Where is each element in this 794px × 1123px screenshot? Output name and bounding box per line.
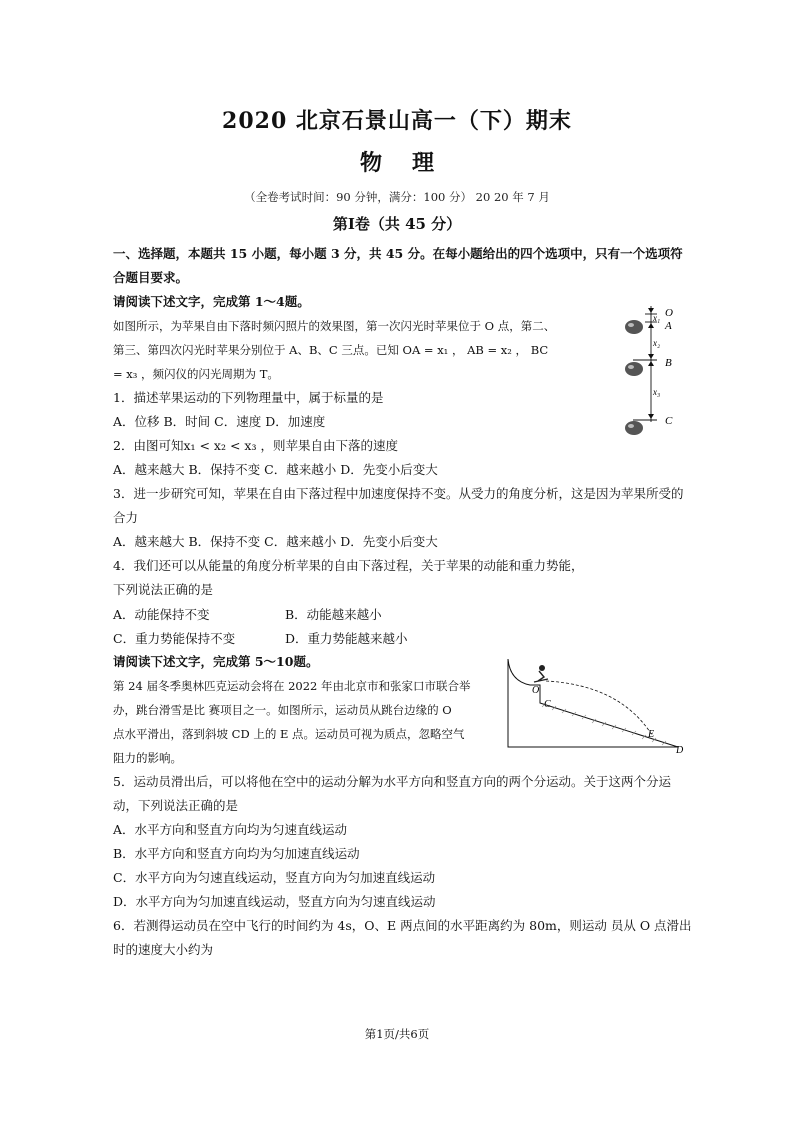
q3-stem-2: 合力 [113, 510, 139, 525]
q5-stem-1: 5．运动员滑出后，可以将他在空中的运动分解为水平方向和竖直方向的两个分运动。关于这两个分运 [113, 774, 671, 789]
q4-stem-1: 4．我们还可以从能量的角度分析苹果的自由下落过程，关于苹果的动能和重力势能， [113, 558, 584, 573]
q1-options: A．位移 B．时间 C．速度 D．加速度 [113, 414, 326, 429]
q3-options: A．越来越大 B．保持不变 C．越来越小 D．先变小后变大 [113, 534, 438, 549]
group2-paragraph-4: 阻力的影响。 [113, 751, 182, 765]
q4-option-b: B．动能越来越小 [285, 607, 382, 622]
q4-option-a: A．动能保持不变 [113, 607, 210, 622]
apple-flash-figure [615, 300, 685, 450]
q2-options: A．越来越大 B．保持不变 C．越来越小 D．先变小后变大 [113, 462, 438, 477]
q4-option-d: D．重力势能越来越小 [285, 631, 408, 646]
exam-subject: 物理 [359, 150, 464, 176]
label-C: C [544, 699, 551, 710]
group1-paragraph-1: 如图所示，为苹果自由下落时频闪照片的效果图，第一次闪光时苹果位于 O 点，第二、 [113, 319, 556, 333]
label-C: C [665, 415, 673, 427]
q4-option-c: C．重力势能保持不变 [113, 631, 236, 646]
q6-stem-2: 时的速度大小约为 [113, 942, 214, 957]
q5-option-d: D．水平方向为匀加速直线运动，竖直方向为匀速直线运动 [113, 894, 436, 909]
q2-stem: 2．由图可知x₁ < x₂ < x₃ ，则苹果自由下落的速度 [113, 438, 398, 453]
q3-stem-1: 3．进一步研究可知，苹果在自由下落过程中加速度保持不变。从受力的角度分析，这是因为苹果所受的 [113, 486, 684, 501]
group2-paragraph-3: 点水平滑出，落到斜坡 CD 上的 E 点。运动员可视为质点，忽略空气 [113, 727, 465, 741]
group1-paragraph-3: = x₃ ，频闪仪的闪光周期为 T。 [113, 367, 279, 381]
q5-stem-2: 动，下列说法正确的是 [113, 798, 239, 813]
section-instructions-1: 一、选择题，本题共 15 小题，每小题 3 分，共 45 分。在每小题给出的四个选项中，只有一个选项符 [113, 246, 683, 261]
q1-stem: 1．描述苹果运动的下列物理量中，属于标量的是 [113, 390, 384, 405]
group2-intro: 请阅读下述文字，完成第 5～10题。 [113, 654, 319, 669]
label-O: O [532, 685, 540, 696]
apple-icon [625, 362, 643, 376]
group2-paragraph-1: 第 24 届冬季奥林匹克运动会将在 2022 年由北京市和张家口市联合举 [113, 679, 471, 693]
label-D: D [676, 745, 684, 755]
volume-heading: 第Ⅰ卷（共 45 分） [332, 215, 462, 233]
q5-option-b: B．水平方向和竖直方向均为匀加速直线运动 [113, 846, 360, 861]
group1-paragraph-2: 第三、第四次闪光时苹果分别位于 A、B、C 三点。已知 OA = x₁ ， AB = x₂ ， BC [113, 343, 549, 357]
label-O: O [665, 307, 673, 319]
q4-stem-2: 下列说法正确的是 [113, 582, 214, 597]
apple-icon [625, 320, 643, 334]
section-instructions-2: 合题目要求。 [113, 270, 189, 285]
exam-title: 2020 北京石景山高一（下）期末 [222, 108, 572, 134]
label-E: E [648, 729, 655, 740]
skier-icon [534, 665, 548, 682]
label-B: B [665, 357, 672, 369]
q5-option-c: C．水平方向为匀速直线运动，竖直方向为匀加速直线运动 [113, 870, 436, 885]
label-x2: x₂ [653, 338, 661, 348]
group2-paragraph-2: 办，跳台滑雪是比 赛项目之一。如图所示，运动员从跳台边缘的 O [113, 703, 452, 717]
label-x3: x₃ [653, 387, 661, 397]
label-x1: x₁ [653, 313, 661, 323]
q6-stem-1: 6．若测得运动员在空中飞行的时间约为 4s，O、E 两点间的水平距离约为 80m，则运动 员从 O 点滑出 [113, 918, 692, 933]
exam-meta: （全卷考试时间：90 分钟，满分：100 分） 20 20 年 7 月 [244, 190, 550, 204]
group1-intro: 请阅读下述文字，完成第 1～4题。 [113, 294, 310, 309]
ski-jump-figure [500, 655, 690, 755]
q5-option-a: A．水平方向和竖直方向均为匀速直线运动 [113, 822, 348, 837]
apple-icon [625, 421, 643, 435]
label-A: A [665, 320, 672, 332]
page-number: 第1页/共6页 [364, 1027, 430, 1041]
